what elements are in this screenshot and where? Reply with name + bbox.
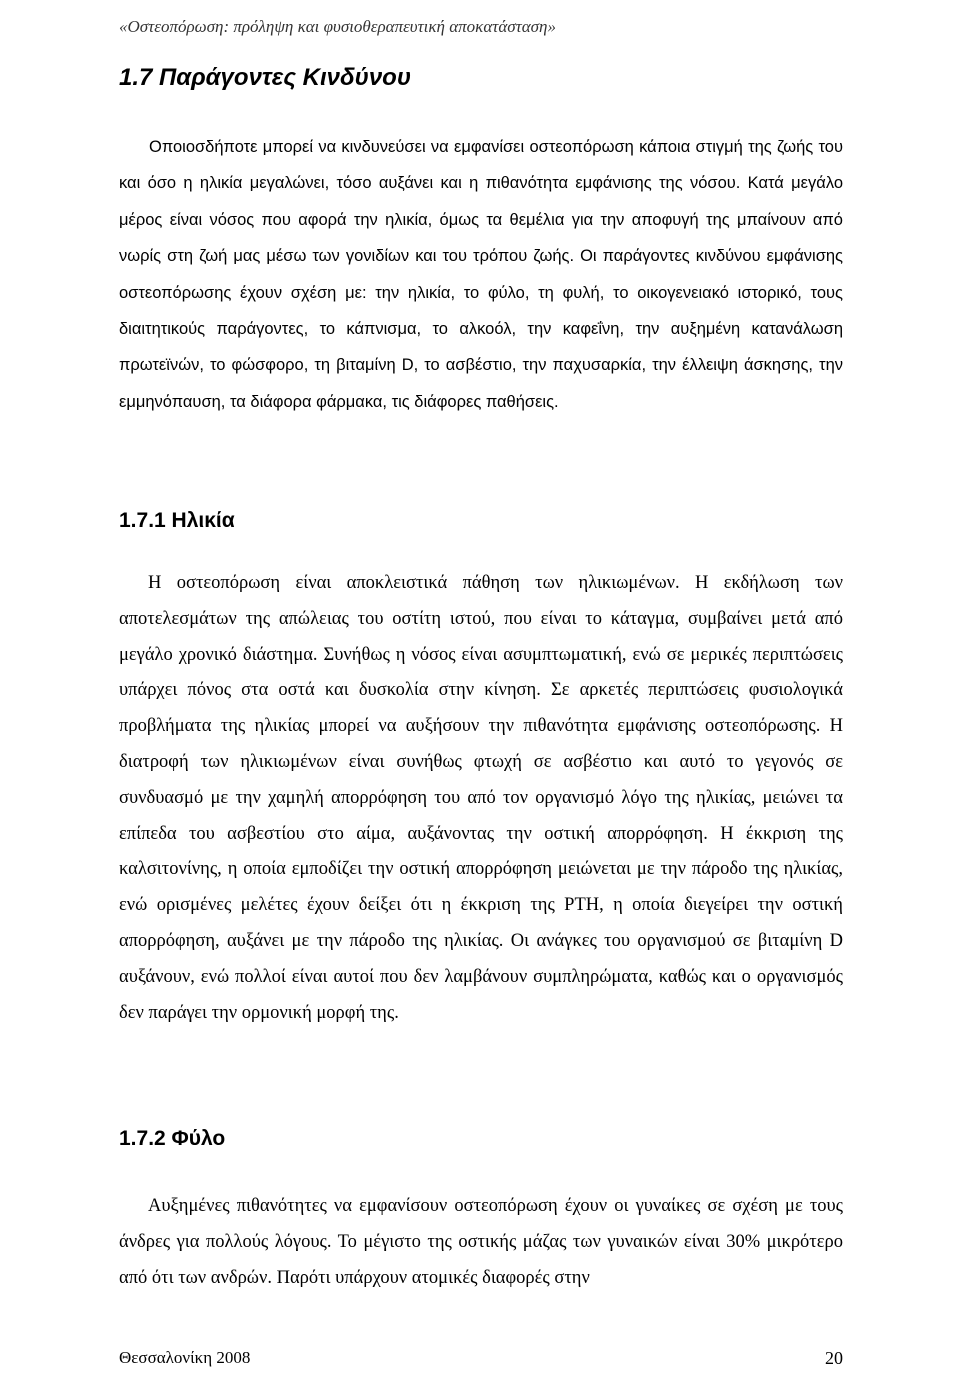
section-title: 1.7 Παράγοντες Κινδύνου [119, 64, 412, 91]
section-paragraph: Οποιοσδήποτε μπορεί να κινδυνεύσει να εμφανίσει οστεοπόρωση κάποια στιγμή της ζωής του και όσο η ηλικία μεγαλώνει, τόσο αυξάνει και η πιθανότητα εμφάνισης της νόσου. Κατά μεγάλο μέρος είναι νόσος που αφορά την ηλικία, όμως τα θεμέλια για την αποφυγή της μπαίνουν από νωρίς στη ζωή μας μέσω των γονιδίων και του τρόπου ζωής. Οι παράγοντες κινδύνου εμφάνισης οστεοπόρωσης έχουν σχέση με: την ηλικία, το φύλο, τη φυλή, το οικογενειακό ιστορικό, τους διαιτητικούς παράγοντες, το κάπνισμα, το αλκοόλ, την καφεΐνη, την αυξημένη κατανάλωση πρωτεϊνών, το φώσφορο, τη βιταμίνη D, το ασβέστιο, την παχυσαρκία, την έλλειψη άσκησης, την εμμηνόπαυση, τα διάφορα φάρμακα, τις διάφορες παθήσεις. [119, 138, 843, 411]
page-number: 20 [825, 1348, 843, 1368]
subsection-paragraph-sex: Αυξημένες πιθανότητες να εμφανίσουν οστεοπόρωση έχουν οι γυναίκες σε σχέση με τους άνδρες για πολλούς λόγους. Το μέγιστο της οστικής μάζας των γυναικών είναι 30% μικρότερο από ότι των ανδρών. Παρότι υπάρχουν ατομικές διαφορές στην [119, 1196, 843, 1288]
footer-location-year: Θεσσαλονίκη 2008 [119, 1348, 251, 1367]
subsection-title-age: 1.7.1 Ηλικία [119, 509, 235, 532]
subsection-paragraph-age: Η οστεοπόρωση είναι αποκλειστικά πάθηση των ηλικιωμένων. Η εκδήλωση των αποτελεσμάτων της απώλειας του οστίτη ιστού, που είναι το κάταγμα, συμβαίνει μετά από μεγάλο χρονικό διάστημα. Συνήθως η νόσος είναι ασυμπτωματική, ενώ σε μερικές περιπτώσεις υπάρχει πόνος στα οστά και δυσκολία στην κίνηση. Σε αρκετές περιπτώσεις φυσιολογικά προβλήματα της ηλικίας μπορεί να αυξήσουν την πιθανότητα εμφάνισης οστεοπόρωσης. Η διατροφή των ηλικιωμένων είναι συνήθως φτωχή σε ασβέστιο και αυτό το γεγονός σε συνδυασμό με την χαμηλή απορρόφηση του από τον οργανισμό λόγο της ηλικίας, μειώνει τα επίπεδα του ασβεστίου στο αίμα, αυξάνοντας την οστική απορρόφηση. Η έκκριση της καλσιτονίνης, η οποία εμποδίζει την οστική απορρόφηση μειώνεται με την πάροδο της ηλικίας, ενώ ορισμένες μελέτες έχουν δείξει ότι η έκκριση της PTH, η οποία διεγείρει την οστική απορρόφηση, αυξάνει με την πάροδο της ηλικίας. Οι ανάγκες του οργανισμού σε βιταμίνη D αυξάνουν, ενώ πολλοί είναι αυτοί που δεν λαμβάνουν συμπληρώματα, καθώς και ο οργανισμός δεν παράγει την ορμονική μορφή της. [119, 573, 843, 1023]
running-header: «Οστεοπόρωση: πρόληψη και φυσιοθεραπευτική αποκατάσταση» [119, 17, 556, 36]
subsection-title-sex: 1.7.2 Φύλο [119, 1127, 226, 1150]
